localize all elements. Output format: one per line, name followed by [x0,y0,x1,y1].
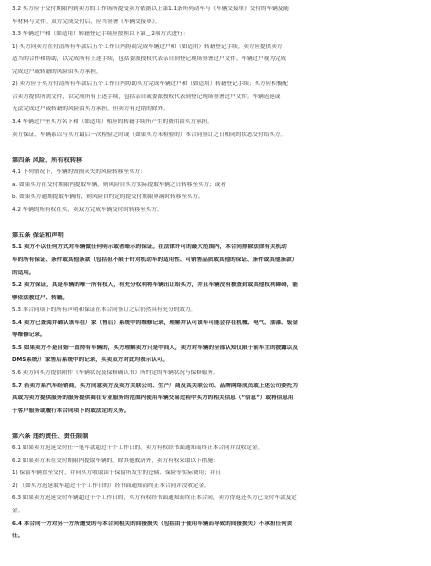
text-line: 的适用。 [12,269,35,276]
text-line: 金。 [12,508,24,514]
text-line: 适当的合作和协助，以完成所有上述手续，包括委派授权代表亲自到登记现场签署过户文件。车辆过户视为完成 [12,56,287,63]
text-line: 够依法被过户、转籍。 [12,294,68,301]
text-line: 3.4 车辆过户至买方名下和（如适用）相应的转籍手续所产生的费用由买方承担。 [12,118,213,125]
text-line: 6.2 如果卖方未在交付期限内提取车辆的，除其他救济外，卖方有权采取以下措施： [12,457,219,464]
text-line: 于客户服务或履行本合同项下的或法定的义务。 [12,407,130,414]
text-line: 3.2 买方应于交付期限内到卖方的工作场所提受卖方依据以上第1.1条所列动车与《车辆交接单》交付的车辆及随 [12,6,289,12]
text-line: 车的所有保证、条件或其他条款（包括但不限于针对机动车的适用性、可销售品质或其他的保证、条件或其他条款） [12,257,298,263]
text-line: 5.2 卖方保证，其是车辆的唯一所有权人，有充分权利将车辆出让给买方，并且车辆没有被查封或其他权利障碍，能 [12,282,298,289]
text-line: 无法完成过户或转籍的风险由买方承担，但卖方有过错的除外。 [12,106,169,113]
text-line: 合卖方提供所需文件，以完成所有上述手续，包括亲自或委派授权代表到登记现场签署过户文件。车辆迟延或 [12,93,281,100]
text-line: 4.1 下列情况下，车辆的毁损灭失的风险转移至买方： [12,169,146,176]
text-line: 5.6 卖方向买方提供附件《车辆状况及保修确认书》所约定的车辆状况与保修服务。 [12,369,219,376]
text-line: 3.3 车辆过户和（如适用）转籍登记手续应按照以下第＿2项方式进行： [12,31,189,38]
text-line: 6.1 如果卖方迟延交付任一笔车款超过十个工作日的，卖方有权经书面通知而终止本合同并没收定金。 [12,445,264,452]
text-line: 5.5 如果卖方不是自始一直持有车辆的，买方理解卖方只是中间人，卖方对车辆的全部认知仅限于前车主的披露以及 [12,344,298,351]
text-line: 1) 买方向卖方在付清所有车款后五个工作日内协商完成车辆过户和（如适用）转籍登记手续。卖方应提供卖方 [12,43,283,50]
text-line: 1) 保留车辆直至交付，并向买方收取由于保留所发生的仓储、保险等实际费用；并且 [12,470,221,477]
text-line: a. 如果买方在交付期限内提取车辆，则风险自买方实际提取车辆之日转移至买方；或者 [12,181,226,188]
text-line: 6.3 如果卖方迟延交付车辆超过十个工作日的，买方有权经书面通知而终止本合同，卖方得返还买方已支付车款及定 [12,495,297,502]
text-line: 5.3 本合同项下的所有声明和保证在本合同签订之后仍然具有充分的效力。 [12,307,197,314]
text-line: 完成过户或转籍的风险由买方承担。 [12,68,102,75]
text-line: 5.4 卖方已查阅并确认该车在厂家（售后）系统中的维修记录，理解并认可该车可能会存在机械、电气、油漆、钣金 [12,319,298,326]
text-line: 5.7 若卖方系汽车经销商，买方同意卖方及卖方关联公司、生产厂商及其关联公司、品牌网络成员或上述公司委托为 [12,382,298,389]
text-line: 2) （如买方迟延取车超过十个工作日的）经书面通知而终止本合同并没收定金。 [12,482,210,489]
text-line: 其或为卖方提供服务的服务提供商在专业服务的范围内使用车辆交易过程中买方的相关信息（“信息”）或将信息用 [12,395,294,402]
text-line: 车材料与文件。双方完成交付后，应当签署《车辆交接单》。 [12,18,161,25]
text-line: 5.1 卖方不以任何方式对车辆做任何明示或者暗示的保证。在法律许可的最大范围内，本合同排除法律有关机动 [12,244,287,251]
text-line: 任。 [12,533,24,540]
text-line: 4.2 车辆的所有权在买、卖双方完成车辆交付时转移至买方。 [12,206,163,213]
text-line: 6.4 本合同一方对另一方所遭受的与本合同相关的间接损失（包括由于使用车辆而导致的间接损失）不承担任何责 [12,520,293,527]
text-line: 卖方保证，车辆系以与买方最后一次检验之时或（如果买方未检验的）本合同签订之日相同的状态交付给买方。 [12,131,287,138]
section-heading: 第五条 保证和声明 [12,231,64,239]
text-line: 等维修记录。 [12,332,46,339]
text-line: 2) 卖方应于买方付清所有车款后五个工作日内协助买方完成车辆过户和（如适用）转籍登记手续；买方应积极配 [12,81,289,88]
section-heading: 第六条 违约责任、责任限制 [12,432,89,440]
section-heading: 第四条 风险、所有权转移 [12,156,83,164]
text-line: DMS系统/厂家售后系统中的记录，买卖双方对此均表示认可。 [12,357,169,364]
text-line: b. 如果买方逾期提取车辆的，则风险自约定的提交付期限界满时转移至买方。 [12,194,204,201]
